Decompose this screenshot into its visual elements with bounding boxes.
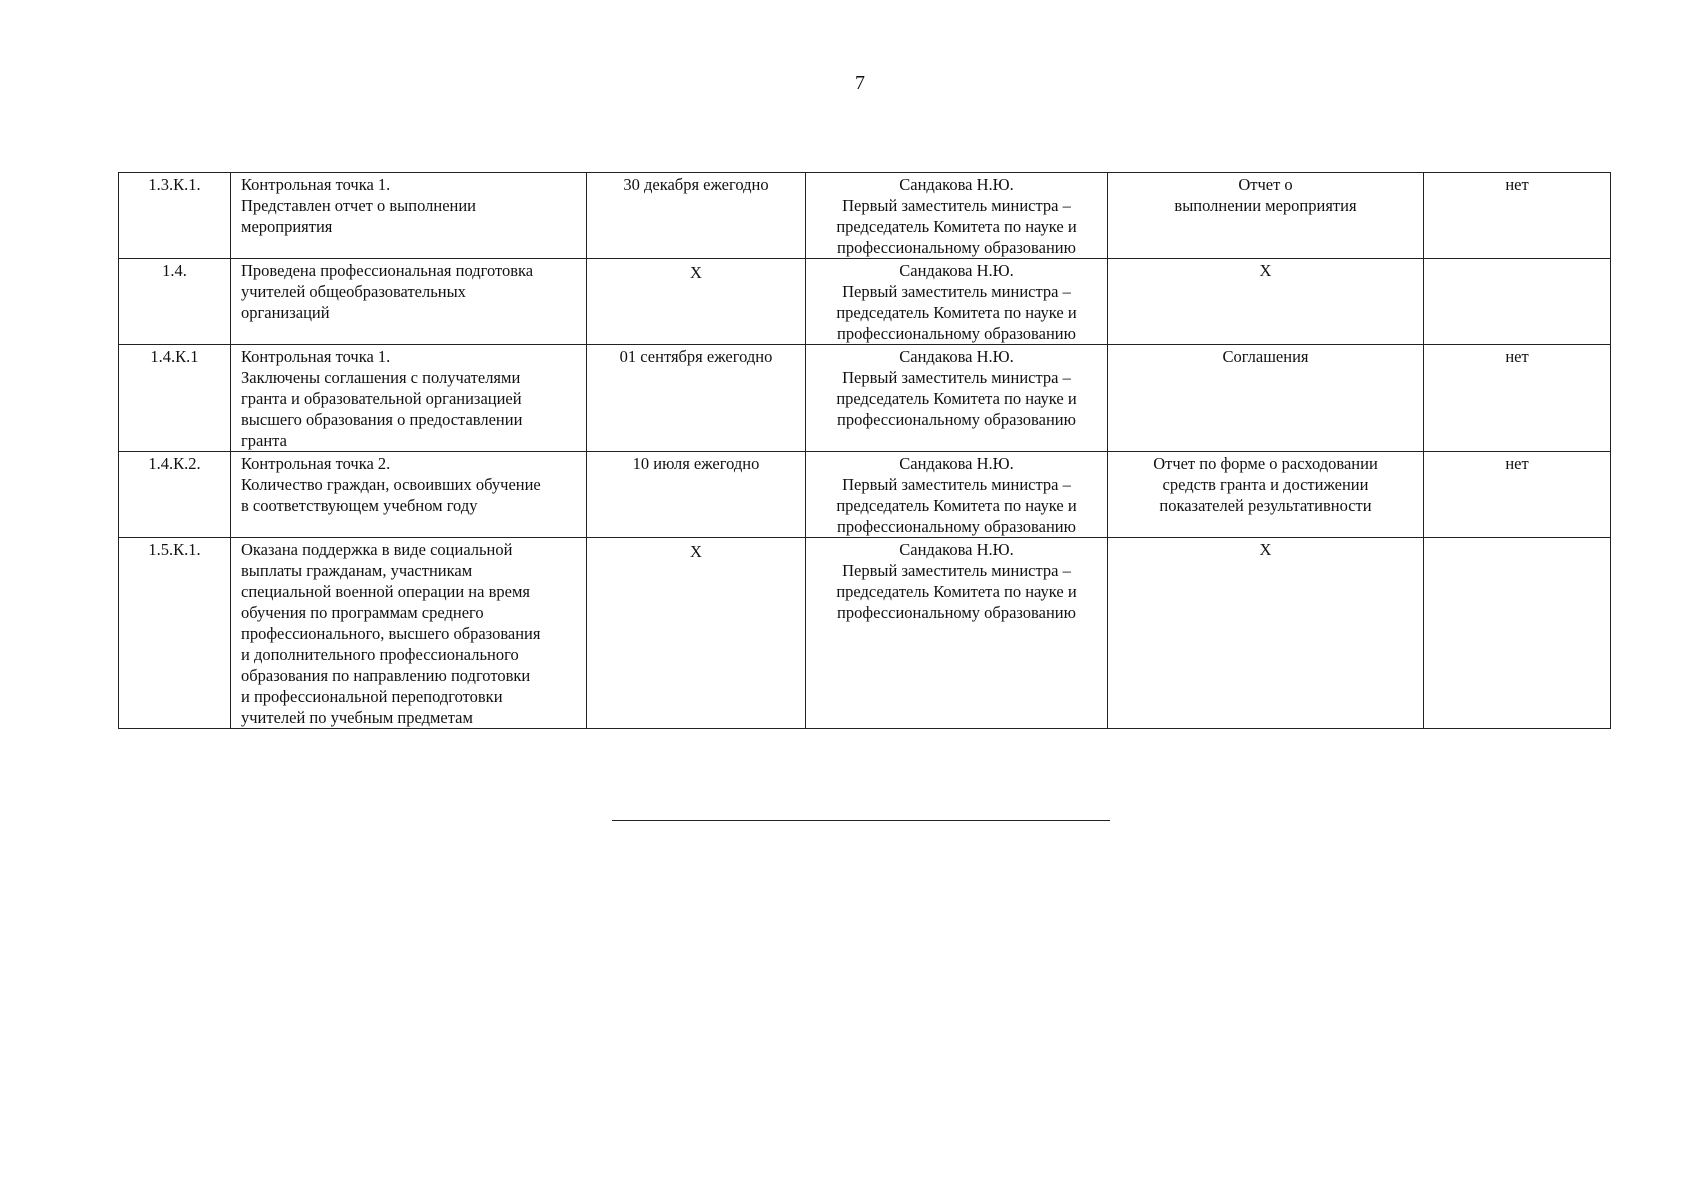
deadline-cell: Х (587, 538, 806, 729)
row-code-cell: 1.5.К.1. (119, 538, 231, 729)
system-cell (1424, 538, 1611, 729)
responsible-cell: Сандакова Н.Ю. Первый заместитель министра – председатель Комитета по науке и профессиональному образованию (806, 538, 1108, 729)
system-cell: нет (1424, 173, 1611, 259)
event-cell: Оказана поддержка в виде социальной выплаты гражданам, участникам специальной военной операции на время обучения по программам среднего профессионального, высшего образования и дополнительного профессионального образования по направлению подготовки и профессиональной переподготовки учителей по учебным предметам (231, 538, 587, 729)
responsible-cell: Сандакова Н.Ю. Первый заместитель министра – председатель Комитета по науке и профессиональному образованию (806, 259, 1108, 345)
deadline-cell: 30 декабря ежегодно (587, 173, 806, 259)
control-points-table (118, 172, 1611, 729)
document-cell: Соглашения (1108, 345, 1424, 452)
document-cell: Х (1108, 259, 1424, 345)
responsible-cell: Сандакова Н.Ю. Первый заместитель министра – председатель Комитета по науке и профессиональному образованию (806, 452, 1108, 538)
row-code-cell: 1.4.К.2. (119, 452, 231, 538)
responsible-cell: Сандакова Н.Ю. Первый заместитель министра – председатель Комитета по науке и профессиональному образованию (806, 345, 1108, 452)
document-cell: Отчет о выполнении мероприятия (1108, 173, 1424, 259)
event-cell: Контрольная точка 1. Заключены соглашения с получателями гранта и образовательной организацией высшего образования о предоставлении гранта (231, 345, 587, 452)
event-cell: Контрольная точка 1. Представлен отчет о выполнении мероприятия (231, 173, 587, 259)
deadline-cell: 10 июля ежегодно (587, 452, 806, 538)
event-cell: Контрольная точка 2. Количество граждан, освоивших обучение в соответствующем учебном году (231, 452, 587, 538)
system-cell: нет (1424, 452, 1611, 538)
footer-divider (612, 820, 1110, 821)
event-cell: Проведена профессиональная подготовка учителей общеобразовательных организаций (231, 259, 587, 345)
responsible-cell: Сандакова Н.Ю. Первый заместитель министра – председатель Комитета по науке и профессиональному образованию (806, 173, 1108, 259)
table-row (119, 173, 1611, 259)
row-code-cell: 1.4. (119, 259, 231, 345)
system-cell (1424, 259, 1611, 345)
table-row (119, 345, 1611, 452)
document-cell: Отчет по форме о расходовании средств гранта и достижении показателей результативности (1108, 452, 1424, 538)
row-code-cell: 1.4.К.1 (119, 345, 231, 452)
deadline-cell: 01 сентября ежегодно (587, 345, 806, 452)
deadline-cell: Х (587, 259, 806, 345)
page-number: 7 (855, 72, 865, 94)
table-row (119, 259, 1611, 345)
table-row (119, 538, 1611, 729)
row-code-cell: 1.3.К.1. (119, 173, 231, 259)
table-row (119, 452, 1611, 538)
system-cell: нет (1424, 345, 1611, 452)
document-cell: Х (1108, 538, 1424, 729)
